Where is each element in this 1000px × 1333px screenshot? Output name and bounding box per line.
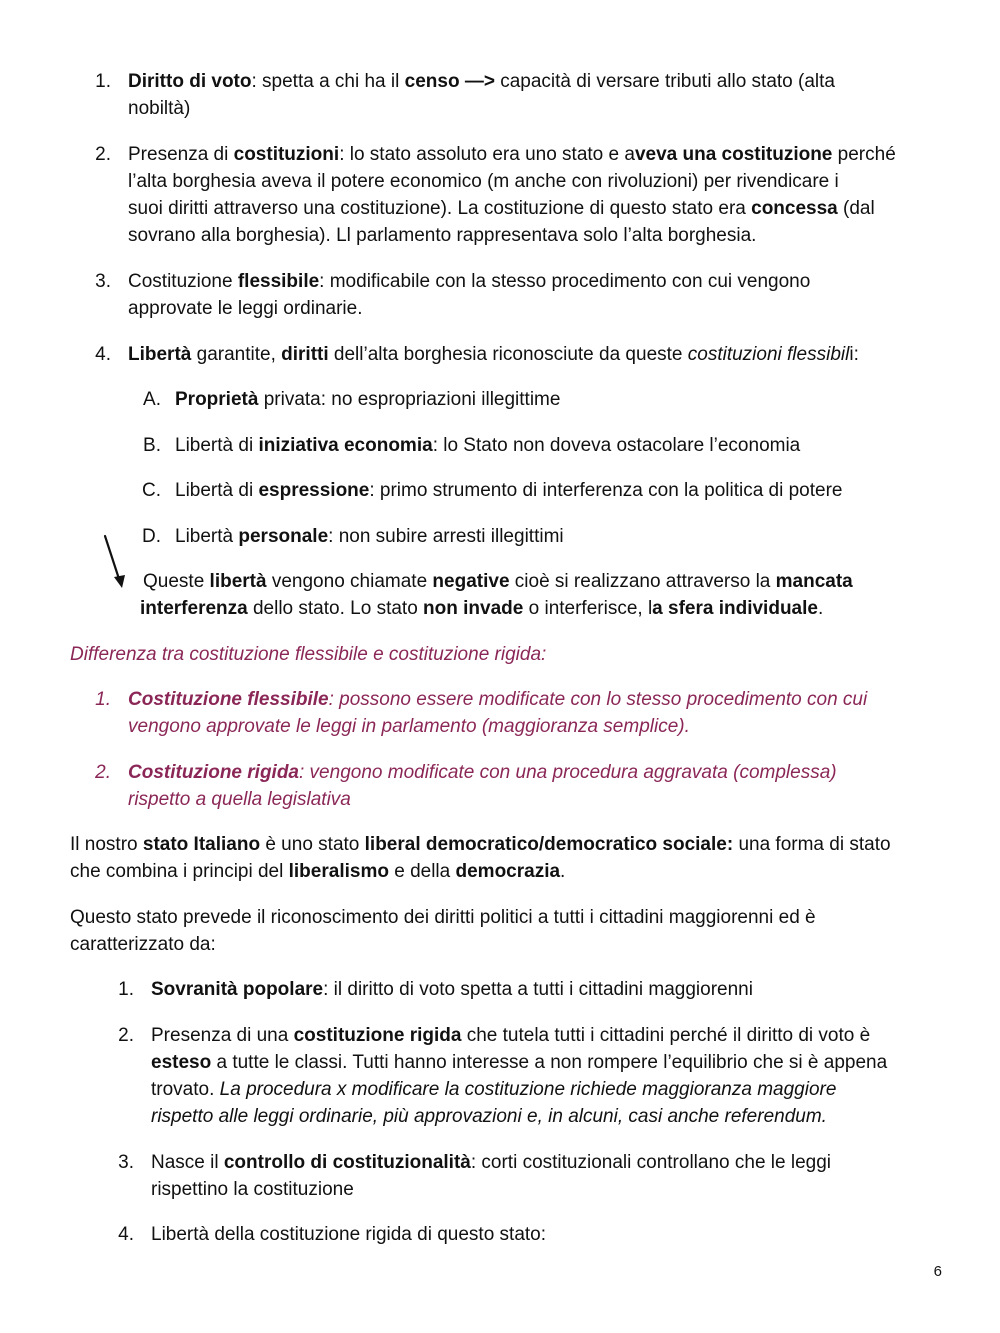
- text-run: stato Italiano: [142, 834, 261, 855]
- text-line: [128, 95, 190, 122]
- text-run: Proprietà: [175, 389, 259, 410]
- text-run: : primo strumento di interferenza con la politica di potere: [369, 480, 843, 501]
- text-line: [175, 386, 560, 413]
- text-run: dell’alta borghesia riconosciute da queste: [328, 344, 688, 365]
- text-run: rispetto alle leggi ordinarie, più approvazioni e, in alcuni, casi anche referendum.: [151, 1106, 827, 1127]
- text-run: : vengono modificate con una procedura aggravata (complessa): [299, 762, 837, 783]
- text-run: costituzione rigida: [293, 1025, 462, 1046]
- text-line: [151, 1103, 827, 1130]
- list-number: 2.: [95, 144, 111, 165]
- difference-heading: Differenza tra costituzione flessibile e costituzione rigida:: [70, 644, 547, 665]
- text-run: veva una costituzione: [634, 144, 833, 165]
- text-run: perché: [832, 144, 896, 165]
- text-run: a tutte le classi. Tutti hanno interesse a non rompere l’equilibrio che si è appena: [211, 1052, 888, 1073]
- text-run: costituzioni: [233, 144, 340, 165]
- text-run: costituzioni flessibil: [687, 344, 850, 365]
- text-run: democrazia: [455, 861, 561, 882]
- list-number: 4.: [118, 1224, 134, 1245]
- list-number: 3.: [118, 1152, 134, 1173]
- text-run: : corti costituzionali controllano che le leggi: [470, 1152, 831, 1173]
- list-number: 1.: [118, 979, 134, 1000]
- text-run: flessibile: [237, 271, 320, 292]
- text-run: libertà: [209, 571, 267, 592]
- text-run: Presenza di: [128, 144, 234, 165]
- list-number: 2.: [118, 1025, 134, 1046]
- text-line: [151, 1176, 354, 1203]
- text-line: [128, 68, 835, 95]
- text-run: : lo stato assoluto era uno stato e a: [339, 144, 635, 165]
- text-run: Costituzione: [128, 271, 238, 292]
- text-line: [128, 786, 351, 813]
- list-number: 1.: [95, 689, 111, 710]
- text-run: Nasce il: [151, 1152, 224, 1173]
- text-line: [128, 686, 867, 713]
- text-run: La procedura x modificare la costituzione richiede maggioranza maggiore: [219, 1079, 837, 1100]
- text-run: Libertà: [128, 344, 192, 365]
- text-run: che tutela tutti i cittadini perché il diritto di voto è: [461, 1025, 871, 1046]
- text-run: espressione: [258, 480, 370, 501]
- text-run: : modificabile con la stesso procedimento con cui vengono: [319, 271, 811, 292]
- text-run: nobiltà): [128, 98, 191, 119]
- text-run: : non subire arresti illegittimi: [328, 526, 564, 547]
- text-run: capacità di versare tributi allo stato (alta: [494, 71, 835, 92]
- text-run: diritti: [281, 344, 329, 365]
- text-line: [151, 976, 753, 1003]
- text-run: suoi diritti attraverso una costituzione). La costituzione di questo stato era: [128, 198, 752, 219]
- text-line: [151, 1149, 831, 1176]
- text-run: vengono approvate le leggi in parlamento (maggioranza semplice).: [128, 716, 690, 737]
- text-line: [128, 759, 837, 786]
- text-run: una forma di stato: [733, 834, 891, 855]
- list-number: B.: [143, 435, 161, 456]
- text-run: esteso: [151, 1052, 212, 1073]
- list-number: D.: [142, 526, 161, 547]
- text-run: personale: [238, 526, 329, 547]
- text-run: (dal: [837, 198, 875, 219]
- text-line: [175, 523, 564, 550]
- text-line: [128, 341, 859, 368]
- page-number: 6: [933, 1263, 942, 1280]
- text-run: Libertà di: [175, 435, 259, 456]
- text-run: approvate le leggi ordinarie.: [128, 298, 363, 319]
- text-run: .: [817, 598, 824, 619]
- text-run: liberal democratico/democratico sociale:: [364, 834, 734, 855]
- text-run: e della: [388, 861, 456, 882]
- text-line: [128, 141, 896, 168]
- text-run: dello stato. Lo stato: [247, 598, 424, 619]
- text-line: [70, 904, 816, 931]
- text-run: l’alta borghesia aveva il potere economico (m anche con rivoluzioni) per rivendicare i: [128, 171, 839, 192]
- text-run: Questo stato prevede il riconoscimento dei diritti politici a tutti i cittadini maggiorenni ed è: [70, 907, 816, 928]
- text-run: : il diritto di voto spetta a tutti i cittadini maggiorenni: [323, 979, 753, 1000]
- text-line: [70, 931, 216, 958]
- text-run: mancata: [775, 571, 853, 592]
- text-run: interferenza: [140, 598, 248, 619]
- text-line: [151, 1022, 870, 1049]
- text-line: [151, 1221, 546, 1248]
- text-line: [140, 595, 823, 622]
- text-run: Costituzione rigida: [128, 762, 299, 783]
- text-run: a sfera individuale: [652, 598, 818, 619]
- text-run: garantite,: [191, 344, 282, 365]
- text-line: [128, 713, 690, 740]
- text-run: privata: no espropriazioni illegittime: [258, 389, 561, 410]
- text-run: negative: [432, 571, 510, 592]
- text-run: : spetta a chi ha il: [251, 71, 405, 92]
- text-line: [70, 831, 891, 858]
- text-run: controllo di costituzionalità: [223, 1152, 471, 1173]
- text-run: caratterizzato da:: [70, 934, 216, 955]
- text-line: [175, 432, 800, 459]
- text-run: rispettino la costituzione: [151, 1179, 354, 1200]
- list-number: 1.: [95, 71, 111, 92]
- text-line: [128, 195, 875, 222]
- text-run: è uno stato: [260, 834, 365, 855]
- text-run: Libertà della costituzione rigida di questo stato:: [151, 1224, 547, 1245]
- text-run: : possono essere modificate con lo stesso procedimento con cui: [328, 689, 868, 710]
- text-line: [151, 1049, 887, 1076]
- text-line: [143, 568, 853, 595]
- text-run: Diritto di voto: [128, 71, 252, 92]
- text-run: Libertà di: [175, 480, 259, 501]
- text-run: : lo Stato non doveva ostacolare l’economia: [432, 435, 801, 456]
- text-run: non invade: [423, 598, 524, 619]
- text-line: [128, 295, 363, 322]
- text-run: Queste: [143, 571, 210, 592]
- text-run: o interferisce, l: [523, 598, 653, 619]
- down-arrow-icon: [98, 530, 128, 592]
- text-line: [128, 268, 810, 295]
- text-run: censo —>: [404, 71, 495, 92]
- text-run: sovrano alla borghesia). Ll parlamento rappresentava solo l’alta borghesia.: [128, 225, 757, 246]
- text-line: [128, 168, 839, 195]
- text-run: i:: [849, 344, 859, 365]
- list-number: 2.: [95, 762, 111, 783]
- text-line: [70, 858, 565, 885]
- text-run: .: [560, 861, 566, 882]
- text-run: concessa: [751, 198, 838, 219]
- text-run: Libertà: [175, 526, 239, 547]
- text-run: cioè si realizzano attraverso la: [509, 571, 776, 592]
- text-run: Sovranità popolare: [151, 979, 324, 1000]
- text-run: Presenza di una: [151, 1025, 294, 1046]
- list-number: C.: [142, 480, 161, 501]
- text-run: vengono chiamate: [266, 571, 433, 592]
- text-run: liberalismo: [288, 861, 389, 882]
- text-run: Costituzione flessibile: [128, 689, 329, 710]
- text-run: rispetto a quella legislativa: [128, 789, 351, 810]
- text-run: che combina i principi del: [70, 861, 289, 882]
- list-number: A.: [143, 389, 161, 410]
- list-number: 4.: [95, 344, 111, 365]
- text-run: Il nostro: [70, 834, 143, 855]
- list-number: 3.: [95, 271, 111, 292]
- text-line: [175, 477, 843, 504]
- text-line: [128, 222, 756, 249]
- text-run: trovato.: [151, 1079, 220, 1100]
- text-line: [151, 1076, 836, 1103]
- text-run: iniziativa economia: [258, 435, 433, 456]
